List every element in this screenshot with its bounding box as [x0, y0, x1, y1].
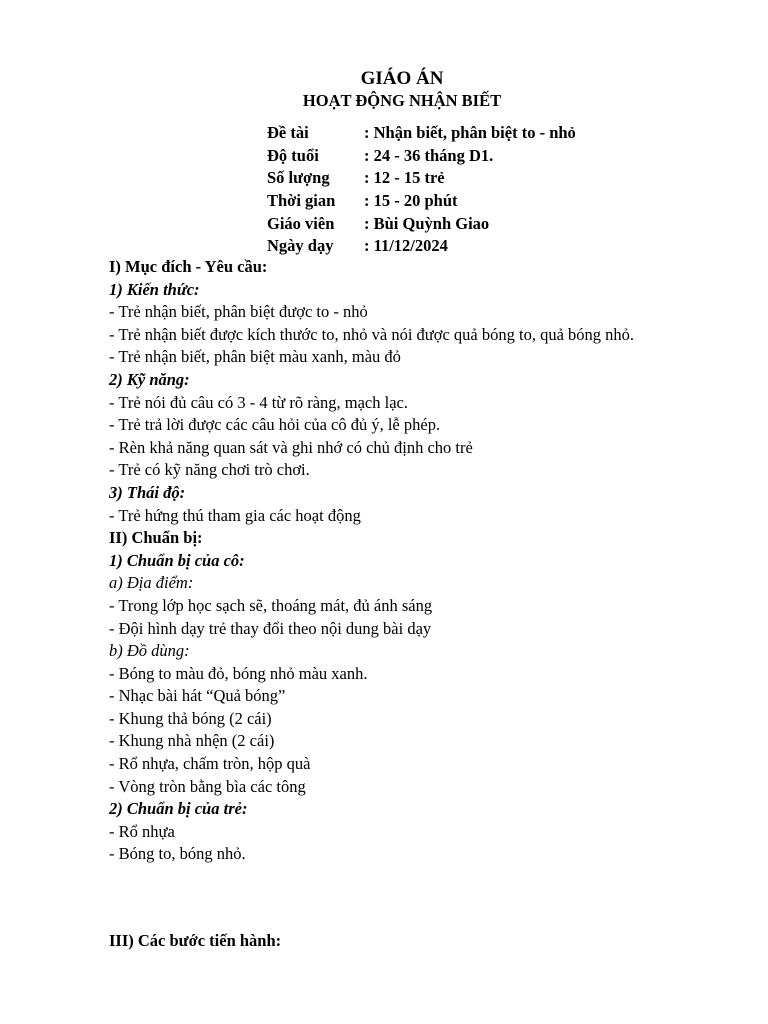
info-row-date [267, 235, 576, 258]
subsection-heading: 2) Kỹ năng: [109, 369, 190, 389]
list-item: - Nhạc bài hát “Quả bóng” [109, 686, 286, 706]
list-item: - Bóng to, bóng nhỏ. [109, 844, 246, 864]
list-item: - Đội hình dạy trẻ thay đổi theo nội dung bài dạy [109, 618, 432, 638]
lesson-info [267, 122, 576, 258]
list-item: - Trẻ nhận biết, phân biệt màu xanh, màu đỏ [109, 347, 401, 367]
subsection-heading: 2) Chuẩn bị của trẻ: [109, 799, 248, 819]
page-title: GIÁO ÁN [360, 68, 444, 89]
info-label: Số lượng [267, 168, 330, 188]
info-label: Độ tuổi [267, 145, 319, 165]
subsection-heading: 1) Kiến thức: [109, 279, 200, 299]
info-value: : Nhận biết, phân biệt to - nhỏ [364, 123, 576, 142]
section-heading: I) Mục đích - Yêu cầu: [109, 257, 268, 276]
info-row-duration [267, 190, 576, 213]
info-row-age [267, 145, 576, 168]
list-item: - Khung thả bóng (2 cái) [109, 708, 272, 728]
list-item: - Trẻ nhận biết, phân biệt được to - nhỏ [109, 302, 368, 322]
section-heading: II) Chuẩn bị: [109, 528, 203, 548]
info-value: : 11/12/2024 [364, 236, 448, 256]
subsection-heading: 1) Chuẩn bị của cô: [109, 550, 245, 570]
list-item: - Rèn khả năng quan sát và ghi nhớ có chủ định cho trẻ [109, 437, 473, 457]
list-item: - Trẻ trả lời được các câu hỏi của cô đủ ý, lễ phép. [109, 415, 441, 435]
lesson-content [109, 256, 634, 866]
list-item: - Rổ nhựa [109, 821, 175, 841]
info-row-count [267, 167, 576, 190]
info-value: : 12 - 15 trẻ [364, 168, 445, 188]
list-item: - Trẻ nhận biết được kích thước to, nhỏ và nói được quả bóng to, quả bóng nhỏ. [109, 324, 635, 344]
info-label: Giáo viên [267, 213, 335, 233]
list-item: - Trẻ nói đủ câu có 3 - 4 từ rõ ràng, mạch lạc. [109, 392, 408, 412]
list-item: - Trong lớp học sạch sẽ, thoáng mát, đủ ánh sáng [109, 595, 433, 615]
info-value: : Bùi Quỳnh Giao [364, 213, 490, 233]
list-item: - Khung nhà nhện (2 cái) [109, 731, 275, 751]
list-item: - Trẻ có kỹ năng chơi trò chơi. [109, 460, 310, 480]
page-subtitle: HOẠT ĐỘNG NHẬN BIẾT [302, 91, 502, 110]
info-value: : 15 - 20 phút [364, 191, 458, 211]
list-item: - Bóng to màu đỏ, bóng nhỏ màu xanh. [109, 663, 368, 683]
info-label: Đề tài [267, 123, 309, 142]
info-row-topic [267, 122, 576, 145]
info-value: : 24 - 36 tháng D1. [364, 145, 494, 165]
section-heading: III) Các bước tiến hành: [109, 931, 282, 950]
minor-heading: b) Đồ dùng: [109, 641, 190, 661]
minor-heading: a) Địa điểm: [109, 573, 194, 593]
info-row-teacher [267, 213, 576, 236]
subsection-heading: 3) Thái độ: [109, 482, 186, 502]
list-item: - Trẻ hứng thú tham gia các hoạt động [109, 505, 361, 525]
info-label: Ngày dạy [267, 236, 334, 256]
info-label: Thời gian [267, 191, 336, 211]
list-item: - Rổ nhựa, chấm tròn, hộp quà [109, 754, 311, 774]
list-item: - Vòng tròn bằng bìa các tông [109, 776, 306, 796]
